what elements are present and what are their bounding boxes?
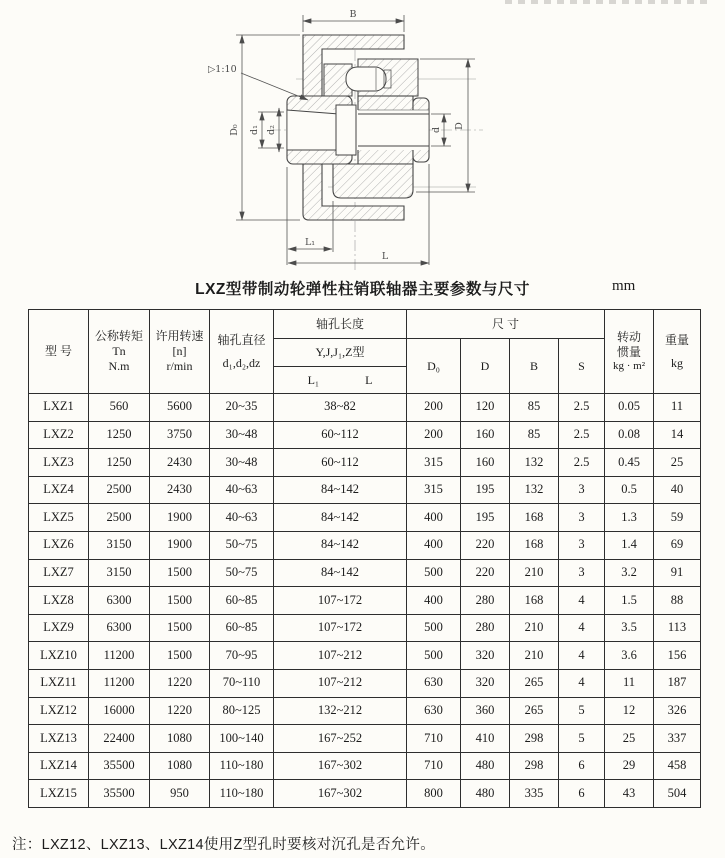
table-cell: 107~172 xyxy=(274,614,407,642)
table-cell: 160 xyxy=(461,421,510,449)
dim-label-d1: d₁ xyxy=(249,125,260,135)
table-cell: 80~125 xyxy=(210,697,274,725)
table-cell: 410 xyxy=(461,725,510,753)
table-row xyxy=(29,476,701,504)
table-cell: 38~82 xyxy=(274,394,407,422)
table-cell: 3750 xyxy=(150,421,210,449)
header-dim-s: S xyxy=(559,339,605,394)
table-cell: 35500 xyxy=(89,780,150,808)
table-cell: 195 xyxy=(461,504,510,532)
table-cell: 6300 xyxy=(89,614,150,642)
table-cell: 210 xyxy=(510,559,559,587)
table-cell: 1500 xyxy=(150,587,210,615)
table-cell: 4 xyxy=(559,669,605,697)
table-cell: 132 xyxy=(510,449,559,477)
table-cell: 337 xyxy=(654,725,701,753)
table-cell: 168 xyxy=(510,504,559,532)
coupling-diagram-svg xyxy=(178,2,550,274)
table-cell: 280 xyxy=(461,587,510,615)
table-cell: 710 xyxy=(407,725,461,753)
table-row xyxy=(29,725,701,753)
table-cell: LXZ9 xyxy=(29,614,89,642)
table-cell: 0.05 xyxy=(605,394,654,422)
table-cell: 25 xyxy=(605,725,654,753)
table-cell: 335 xyxy=(510,780,559,808)
header-torque: 公称转矩Tn N.m xyxy=(89,310,150,394)
table-cell: 500 xyxy=(407,614,461,642)
table-cell: LXZ2 xyxy=(29,421,89,449)
table-cell: 70~110 xyxy=(210,669,274,697)
table-cell: LXZ11 xyxy=(29,669,89,697)
header-bore-length-group: 轴孔长度 xyxy=(274,310,407,339)
table-cell: 504 xyxy=(654,780,701,808)
table-cell: 2430 xyxy=(150,476,210,504)
table-cell: 298 xyxy=(510,752,559,780)
table-cell: 320 xyxy=(461,669,510,697)
footnote: 注：LXZ12、LXZ13、LXZ14使用Z型孔时要核对沉孔是否允许。 xyxy=(12,837,436,853)
table-cell: 1500 xyxy=(150,642,210,670)
table-cell: 11 xyxy=(654,394,701,422)
table-row xyxy=(29,587,701,615)
table-row xyxy=(29,531,701,559)
table-cell: 40 xyxy=(654,476,701,504)
table-cell: 265 xyxy=(510,669,559,697)
dim-label-D0: D₀ xyxy=(229,124,240,136)
table-cell: 710 xyxy=(407,752,461,780)
table-cell: 200 xyxy=(407,394,461,422)
table-cell: 265 xyxy=(510,697,559,725)
table-row xyxy=(29,559,701,587)
table-cell: 69 xyxy=(654,531,701,559)
table-cell: 1250 xyxy=(89,449,150,477)
dim-label-d: d xyxy=(431,126,442,134)
table-cell: 84~142 xyxy=(274,476,407,504)
header-dim-d0: D₀ xyxy=(407,339,461,394)
table-cell: 315 xyxy=(407,476,461,504)
header-speed: 许用转速 [n] r/min xyxy=(150,310,210,394)
table-row xyxy=(29,504,701,532)
header-model: 型 号 xyxy=(29,310,89,394)
table-cell: 3 xyxy=(559,504,605,532)
table-cell: 0.08 xyxy=(605,421,654,449)
table-cell: 187 xyxy=(654,669,701,697)
table-cell: LXZ15 xyxy=(29,780,89,808)
table-cell: 3150 xyxy=(89,559,150,587)
table-cell: 1900 xyxy=(150,531,210,559)
table-cell: 3.6 xyxy=(605,642,654,670)
table-cell: 326 xyxy=(654,697,701,725)
table-cell: 107~212 xyxy=(274,669,407,697)
table-row xyxy=(29,421,701,449)
table-cell: LXZ10 xyxy=(29,642,89,670)
table-cell: 2500 xyxy=(89,504,150,532)
table-cell: 298 xyxy=(510,725,559,753)
table-cell: LXZ8 xyxy=(29,587,89,615)
table-cell: 320 xyxy=(461,642,510,670)
table-cell: 43 xyxy=(605,780,654,808)
header-weight: 重量 kg xyxy=(654,310,701,394)
table-cell: 220 xyxy=(461,559,510,587)
table-cell: 5 xyxy=(559,725,605,753)
table-cell: 84~142 xyxy=(274,559,407,587)
table-cell: 1.5 xyxy=(605,587,654,615)
table-cell: 11 xyxy=(605,669,654,697)
table-cell: 30~48 xyxy=(210,421,274,449)
table-header xyxy=(29,310,701,394)
table-cell: 167~302 xyxy=(274,752,407,780)
dim-label-L1: L₁ xyxy=(304,237,316,248)
table-cell: 110~180 xyxy=(210,752,274,780)
header-dim-b: B xyxy=(510,339,559,394)
table-cell: 40~63 xyxy=(210,476,274,504)
table-cell: 2430 xyxy=(150,449,210,477)
table-cell: 107~212 xyxy=(274,642,407,670)
parameters-table xyxy=(28,309,701,808)
table-cell: 6 xyxy=(559,780,605,808)
header-dimensions-group: 尺 寸 xyxy=(407,310,605,339)
table-cell: 6 xyxy=(559,752,605,780)
table-cell: 500 xyxy=(407,642,461,670)
table-cell: 132~212 xyxy=(274,697,407,725)
table-cell: 480 xyxy=(461,780,510,808)
table-cell: LXZ6 xyxy=(29,531,89,559)
table-cell: 480 xyxy=(461,752,510,780)
table-row xyxy=(29,449,701,477)
table-cell: 315 xyxy=(407,449,461,477)
table-cell: 84~142 xyxy=(274,504,407,532)
table-cell: LXZ1 xyxy=(29,394,89,422)
table-cell: 120 xyxy=(461,394,510,422)
table-cell: 210 xyxy=(510,614,559,642)
table-cell: 110~180 xyxy=(210,780,274,808)
table-cell: 950 xyxy=(150,780,210,808)
table-cell: 2500 xyxy=(89,476,150,504)
table-cell: 400 xyxy=(407,531,461,559)
table-cell: 85 xyxy=(510,421,559,449)
table-row xyxy=(29,642,701,670)
table-cell: 3.2 xyxy=(605,559,654,587)
dim-label-D: D xyxy=(454,122,465,130)
dim-label-d2: d₂ xyxy=(266,125,277,135)
table-cell: 168 xyxy=(510,531,559,559)
table-row xyxy=(29,697,701,725)
table-cell: 20~35 xyxy=(210,394,274,422)
table-cell: 11200 xyxy=(89,642,150,670)
table-cell: 1500 xyxy=(150,614,210,642)
table-cell: 59 xyxy=(654,504,701,532)
table-cell: 50~75 xyxy=(210,559,274,587)
table-cell: 630 xyxy=(407,697,461,725)
table-cell: 14 xyxy=(654,421,701,449)
table-cell: LXZ5 xyxy=(29,504,89,532)
table-row xyxy=(29,614,701,642)
taper-label: ▷1:10 xyxy=(208,64,237,75)
table-cell: 195 xyxy=(461,476,510,504)
table-cell: 156 xyxy=(654,642,701,670)
table-cell: 167~302 xyxy=(274,780,407,808)
table-cell: 113 xyxy=(654,614,701,642)
table-cell: 1500 xyxy=(150,559,210,587)
table-cell: 85 xyxy=(510,394,559,422)
table-cell: 60~112 xyxy=(274,421,407,449)
page-title: LXZ型带制动轮弹性柱销联轴器主要参数与尺寸 xyxy=(195,281,530,298)
unit-label: mm xyxy=(612,278,636,294)
header-bore-length-cols: L₁ L xyxy=(274,367,407,394)
table-cell: 22400 xyxy=(89,725,150,753)
table-cell: 35500 xyxy=(89,752,150,780)
table-row xyxy=(29,394,701,422)
table-cell: 3150 xyxy=(89,531,150,559)
table-cell: 11200 xyxy=(89,669,150,697)
table-cell: 60~85 xyxy=(210,587,274,615)
table-cell: 29 xyxy=(605,752,654,780)
table-cell: 500 xyxy=(407,559,461,587)
table-cell: 5600 xyxy=(150,394,210,422)
table-cell: 800 xyxy=(407,780,461,808)
table-cell: 458 xyxy=(654,752,701,780)
table-cell: 400 xyxy=(407,504,461,532)
table-cell: 168 xyxy=(510,587,559,615)
table-cell: 400 xyxy=(407,587,461,615)
table-cell: 84~142 xyxy=(274,531,407,559)
table-cell: 560 xyxy=(89,394,150,422)
table-cell: 630 xyxy=(407,669,461,697)
table-cell: 30~48 xyxy=(210,449,274,477)
table-cell: 3 xyxy=(559,531,605,559)
table-cell: 1.4 xyxy=(605,531,654,559)
table-body xyxy=(29,394,701,808)
table-cell: 210 xyxy=(510,642,559,670)
dim-label-B: B xyxy=(349,9,357,20)
table-cell: 50~75 xyxy=(210,531,274,559)
table-cell: 0.5 xyxy=(605,476,654,504)
table-cell: LXZ14 xyxy=(29,752,89,780)
table-cell: 4 xyxy=(559,614,605,642)
table-cell: 70~95 xyxy=(210,642,274,670)
table-cell: 4 xyxy=(559,642,605,670)
table-cell: 40~63 xyxy=(210,504,274,532)
table-cell: 1250 xyxy=(89,421,150,449)
table-cell: 280 xyxy=(461,614,510,642)
table-cell: 3 xyxy=(559,476,605,504)
table-cell: 16000 xyxy=(89,697,150,725)
header-dim-d: D xyxy=(461,339,510,394)
table-cell: LXZ13 xyxy=(29,725,89,753)
table-cell: 1080 xyxy=(150,752,210,780)
table-cell: 360 xyxy=(461,697,510,725)
table-cell: 1220 xyxy=(150,697,210,725)
table-row xyxy=(29,752,701,780)
table-cell: 4 xyxy=(559,587,605,615)
elastic-pin xyxy=(346,67,391,91)
table-cell: LXZ4 xyxy=(29,476,89,504)
header-bore-length-types: Y,J,J₁,Z型 xyxy=(274,339,407,367)
table-cell: 132 xyxy=(510,476,559,504)
table-cell: LXZ12 xyxy=(29,697,89,725)
table-row xyxy=(29,780,701,808)
table-cell: 0.45 xyxy=(605,449,654,477)
header-bore-diameter: 轴孔直径 d₁,d₂,dz xyxy=(210,310,274,394)
table-cell: 3 xyxy=(559,559,605,587)
dim-label-L: L xyxy=(381,251,389,262)
table-cell: 5 xyxy=(559,697,605,725)
table-cell: 2.5 xyxy=(559,421,605,449)
table-cell: 1900 xyxy=(150,504,210,532)
table-cell: 1.3 xyxy=(605,504,654,532)
table-cell: LXZ7 xyxy=(29,559,89,587)
table-cell: 2.5 xyxy=(559,449,605,477)
table-cell: 2.5 xyxy=(559,394,605,422)
coupling-section-drawing xyxy=(178,2,550,274)
table-cell: 12 xyxy=(605,697,654,725)
table-cell: LXZ3 xyxy=(29,449,89,477)
table-cell: 1080 xyxy=(150,725,210,753)
table-cell: 60~85 xyxy=(210,614,274,642)
table-cell: 200 xyxy=(407,421,461,449)
table-cell: 88 xyxy=(654,587,701,615)
table-cell: 160 xyxy=(461,449,510,477)
table-cell: 6300 xyxy=(89,587,150,615)
table-cell: 107~172 xyxy=(274,587,407,615)
table-cell: 25 xyxy=(654,449,701,477)
table-cell: 220 xyxy=(461,531,510,559)
table-cell: 100~140 xyxy=(210,725,274,753)
table-cell: 91 xyxy=(654,559,701,587)
table-cell: 3.5 xyxy=(605,614,654,642)
shaft-bores xyxy=(287,105,429,155)
table-cell: 167~252 xyxy=(274,725,407,753)
table-cell: 60~112 xyxy=(274,449,407,477)
title-row xyxy=(0,277,725,299)
header-inertia: 转动 惯量 kg · m² xyxy=(605,310,654,394)
table-cell: 1220 xyxy=(150,669,210,697)
table-row xyxy=(29,669,701,697)
